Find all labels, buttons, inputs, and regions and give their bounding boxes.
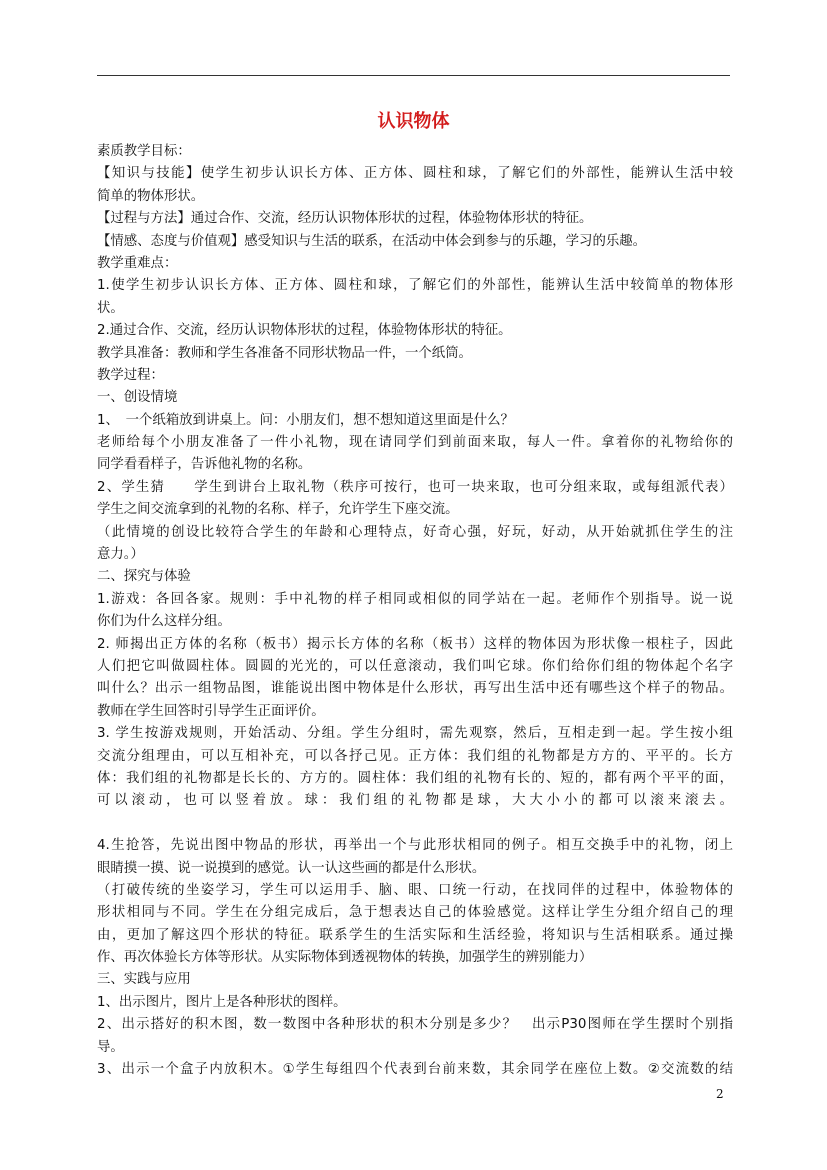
text-line: 3. 学生按游戏规则，开始活动、分组。学生分组时，需先观察，然后，互相走到一起。学生按小组	[97, 726, 733, 742]
document-title: 认识物体	[377, 111, 450, 132]
text-line: 人们把它叫做圆柱体。圆圆的光光的，可以任意滚动，我们叫它球。你们给你们组的物体起个名字	[97, 658, 733, 674]
text-line: 作、再次体验长方体等形状。从实际物体到透视物体的转换，加强学生的辨别能力）	[97, 950, 593, 966]
text-line: 1、 一个纸箱放到讲桌上。问：小朋友们，想不想知道这里面是什么？	[97, 412, 514, 428]
text-line: 1.使学生初步认识长方体、正方体、圆柱和球，了解它们的外部性，能辨认生活中较简单的物体形	[97, 278, 733, 294]
text-line: 眼睛摸一摸、说一说摸到的感觉。认一认这些画的都是什么形状。	[97, 860, 486, 876]
text-line: 可以滚动，也可以竖着放。球：我们组的礼物都是球，大大小小的都可以滚来滚去。	[97, 793, 733, 809]
document-body	[97, 141, 733, 1081]
text-line: （打破传统的坐姿学习，学生可以运用手、脑、眼、口统一行动，在找同伴的过程中，体验物体的	[97, 882, 733, 898]
text-line: 教学具准备：教师和学生各准备不同形状物品一件，一个纸筒。	[97, 345, 472, 361]
text-line: 学生之间交流拿到的礼物的名称、样子，允许学生下座交流。	[97, 502, 459, 518]
text-line: 意力。）	[97, 547, 144, 563]
text-line: 4.生抢答，先说出图中物品的形状，再举出一个与此形状相同的例子。相互交换手中的礼物，闭上	[97, 838, 733, 854]
text-line: 素质教学目标：	[97, 144, 191, 159]
text-line: 教师在学生回答时引导学生正面评价。	[97, 703, 325, 719]
text-line: 交流分组理由，可以互相补充，可以各抒己见。正方体：我们组的礼物都是方方的、平平的。长方	[97, 748, 733, 764]
blank-line	[97, 813, 733, 835]
text-line: 1、出示图片，图片上是各种形状的图样。	[97, 994, 347, 1010]
text-line: 教学重难点：	[97, 255, 178, 271]
text-line: 一、创设情境	[97, 390, 178, 406]
text-line: 叫什么？出示一组物品图，谁能说出图中物体是什么形状，再写出生活中还有哪些这个样子的物品。	[97, 681, 733, 697]
text-line: 2. 师揭出正方体的名称（板书）揭示长方体的名称（板书）这样的物体因为形状像一根柱子，因此	[97, 636, 733, 652]
text-line: 体：我们组的礼物都是长长的、方方的。圆柱体：我们组的礼物有长的、短的，都有两个平平的面，	[97, 770, 733, 786]
text-line: 2、出示搭好的积木图，数一数图中各种形状的积木分别是多少？ 出示P30图师在学生摆时个别指	[97, 1017, 733, 1033]
text-line: 二、探究与体验	[97, 569, 191, 585]
text-line: 形状相同与不同。学生在分组完成后，急于想表达自己的体验感觉。这样让学生分组介绍自己的理	[97, 905, 733, 921]
text-line: 【过程与方法】通过合作、交流，经历认识物体形状的过程，体验物体形状的特征。	[97, 211, 593, 227]
text-line: 你们为什么这样分组。	[97, 614, 231, 630]
text-line: 【情感、态度与价值观】感受知识与生活的联系，在活动中体会到参与的乐趣，学习的乐趣。	[97, 233, 647, 249]
text-line: 2.通过合作、交流，经历认识物体形状的过程，体验物体形状的特征。	[97, 323, 512, 339]
text-line: 【知识与技能】使学生初步认识长方体、正方体、圆柱和球，了解它们的外部性，能辨认生活中较	[97, 166, 733, 182]
text-line: 导。	[97, 1039, 124, 1055]
text-line: 同学看看样子，告诉他礼物的名称。	[97, 457, 312, 473]
text-line: 由，更加了解这四个形状的特征。联系学生的生活实际和生活经验，将知识与生活相联系。通过操	[97, 927, 733, 943]
page-number: 2	[716, 1087, 724, 1101]
text-line: 1.游戏：各回各家。规则：手中礼物的样子相同或相似的同学站在一起。老师作个别指导。说一说	[97, 591, 733, 607]
text-line: 状。	[97, 300, 124, 316]
header-rule	[97, 75, 730, 76]
text-line: 三、实践与应用	[97, 972, 191, 988]
text-line: （此情境的创设比较符合学生的年龄和心理特点，好奇心强，好玩，好动，从开始就抓住学生的注	[97, 524, 733, 540]
text-line: 3、出示一个盒子内放积木。①学生每组四个代表到台前来数，其余同学在座位上数。②交流数的结	[97, 1062, 733, 1078]
text-line: 2、学生猜 学生到讲台上取礼物（秩序可按行，也可一块来取，也可分组来取，或每组派代表）	[97, 479, 733, 495]
text-line: 教学过程：	[97, 367, 164, 383]
text-line: 简单的物体形状。	[97, 188, 205, 204]
text-line: 老师给每个小朋友准备了一件小礼物，现在请同学们到前面来取，每人一件。拿着你的礼物给你的	[97, 435, 733, 451]
